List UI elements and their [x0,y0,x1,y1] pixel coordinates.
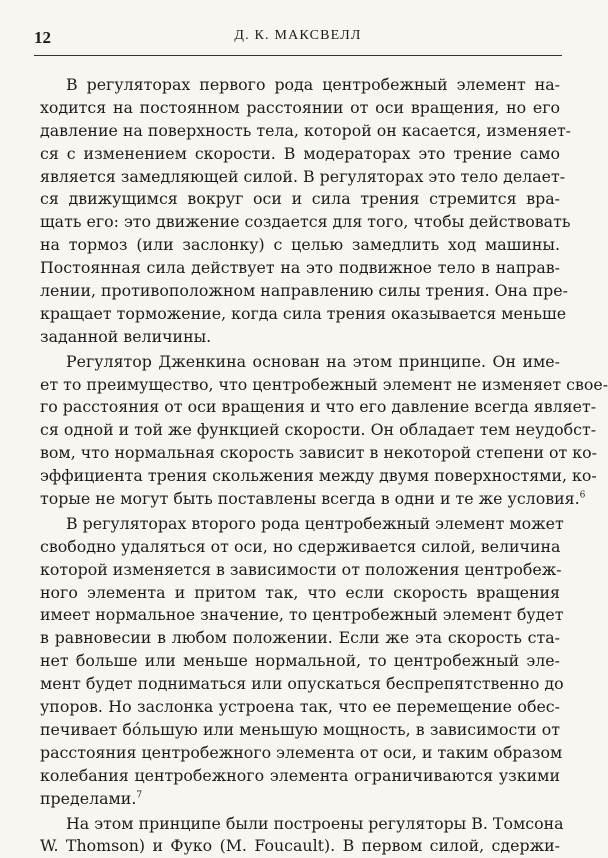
text-line-content: торые не могут быть поставлены всегда в одни и те же условия. [40,489,580,508]
text-line: В регуляторах второго рода центробежный элемент может [40,513,560,536]
running-head: Д. К. МАКСВЕЛЛ [34,28,562,44]
footnote-mark: 6 [580,491,586,501]
text-line: эффициента трения скольжения между двумя поверхностями, ко- [40,465,560,488]
text-line: свободно удаляться от оси, но сдерживается силой, величина [40,536,560,559]
text-line: имеет нормальное значение, то центробежный элемент будет [40,604,560,627]
paragraph-4 [40,813,560,858]
text-line [40,488,560,511]
page-header [34,28,562,50]
page-number: 12 [34,28,51,48]
paragraph-1 [40,74,560,349]
text-line: ся одной и той же функцией скорости. Он обладает тем неудобст- [40,419,560,442]
text-line: W. Thomson) и Фуко (M. Foucault). В первом силой, сдержи- [40,835,560,858]
text-line: ходится на постоянном расстоянии от оси вращения, но его [40,97,560,120]
text-line: кращает торможение, когда сила трения оказывается меньше [40,303,560,326]
text-line: В регуляторах первого рода центробежный элемент на- [40,74,560,97]
text-line [40,788,560,811]
text-line: вом, что нормальная скорость зависит в некоторой степени от ко- [40,442,560,465]
text-line: ся с изменением скорости. В модераторах это трение само [40,143,560,166]
text-line: давление на поверхность тела, которой он касается, изменяет- [40,120,560,143]
text-line: колебания центробежного элемента ограничиваются узкими [40,765,560,788]
header-rule [34,55,562,56]
text-line: печивает бо́льшую или меньшую мощность, в зависимости от [40,719,560,742]
body-text [40,74,560,858]
paragraph-2 [40,351,560,511]
text-line: в равновесии в любом положении. Если же эта скорость ста- [40,627,560,650]
text-line: расстояния центробежного элемента от оси, и таким образом [40,742,560,765]
text-line: нет больше или меньше нормальной, то центробежный эле- [40,650,560,673]
text-line: ного элемента и притом так, что если скорость вращения [40,582,560,605]
text-line: ет то преимущество, что центробежный элемент не изменяет свое- [40,374,560,397]
text-line: упоров. Но заслонка устроена так, что ее перемещение обес- [40,696,560,719]
text-line: ся движущимся вокруг оси и сила трения стремится вра- [40,188,560,211]
text-line-content: пределами. [40,789,136,808]
footnote-mark: 7 [136,790,142,800]
text-line: мент будет подниматься или опускаться беспрепятственно до [40,673,560,696]
text-line: является замедляющей силой. В регуляторах это тело делает- [40,166,560,189]
text-line: На этом принципе были построены регуляторы В. Томсона [40,813,560,836]
paragraph-3 [40,513,560,811]
text-line: на тормоз (или заслонку) с целью замедлить ход машины. [40,234,560,257]
text-line: Регулятор Дженкина основан на этом принципе. Он име- [40,351,560,374]
text-line: которой изменяется в зависимости от положения центробеж- [40,559,560,582]
text-line: лении, противоположном направлению силы трения. Она пре- [40,280,560,303]
text-line: щать его: это движение создается для того, чтобы действовать [40,211,560,234]
text-line: заданной величины. [40,326,560,349]
text-line: го расстояния от оси вращения и что его давление всегда являет- [40,396,560,419]
text-line: Постоянная сила действует на это подвижное тело в направ- [40,257,560,280]
